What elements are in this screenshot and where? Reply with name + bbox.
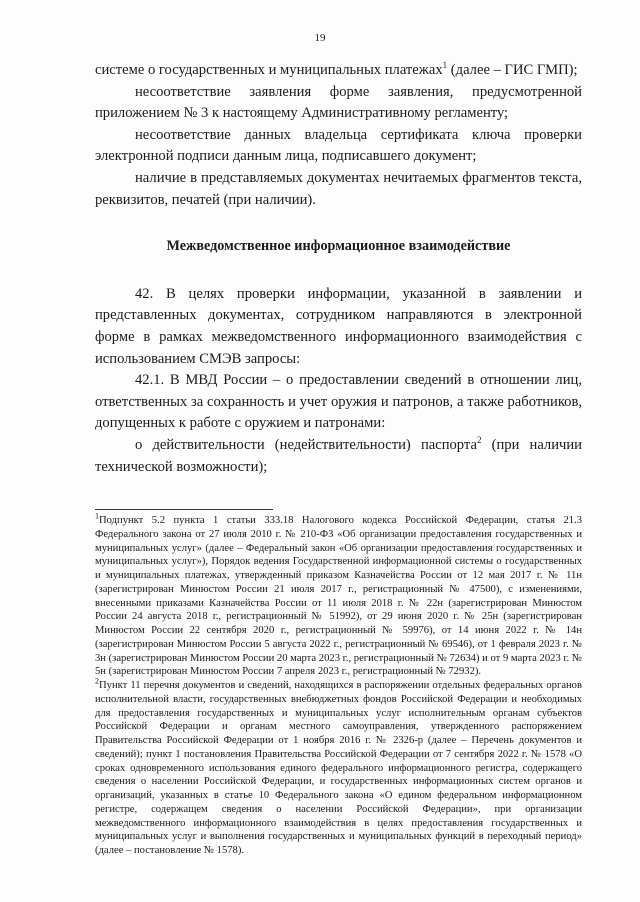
paragraph-text: (далее – ГИС ГМП); <box>447 62 578 78</box>
section-heading: Межведомственное информационное взаимодействие <box>166 238 511 255</box>
footnote-reference-1[interactable]: 1 <box>442 60 448 71</box>
paragraph-passport-validity <box>95 435 582 478</box>
footnotes <box>95 511 582 858</box>
footnote-separator <box>95 509 273 510</box>
paragraph-text: (при наличии технической возможности); <box>95 436 582 475</box>
footnote-1 <box>95 511 582 679</box>
footnote-reference-2[interactable]: 2 <box>476 435 482 446</box>
paragraph-signature-mismatch: несоответствие данных владельца сертификата ключа проверки электронной подписи данным лица, подписавшего документ; <box>95 126 582 165</box>
page-number: 19 <box>314 32 326 44</box>
paragraph-42-1: 42.1. В МВД России – о предоставлении сведений в отношении лиц, ответственных за сохранность и учет оружия и патронов, а также работников, допущенных к работе с оружием и патронами: <box>95 372 582 432</box>
footnote-2 <box>95 676 582 858</box>
main-text <box>95 60 582 478</box>
paragraph-unreadable-fragments: наличие в представляемых документах нечитаемых фрагментов текста, реквизитов, печатей (при наличии). <box>95 169 582 208</box>
paragraph-gis-gmp <box>95 60 582 82</box>
footnote-marker: 2 <box>95 676 99 686</box>
paragraph-text: системе о государственных и муниципальных платежах <box>95 62 443 78</box>
paragraph-text: о действительности (недействительности) паспорта <box>135 436 477 453</box>
footnote-text: Пункт 11 перечня документов и сведений, находящихся в распоряжении отдельных федеральных органов исполнительной власти, государственных внебюджетных фондов Российской Федерации и необходимых для предоставления государственных и муниципальных услуг исполнительным органам субъектов Российской Федерации и органам местного самоуправления, утвержденного распоряжением Правительства Российской Федерации от 1 ноября 2016 г. № 2326-р (далее – Перечень документов и сведений); пункт 1 постановления Правительства Российской Федерации от 7 сентября 2022 г. № 1578 «О сроках одновременного использования единого федерального информационного регистра, содержащего сведения о населении Российской Федерации, и государственных информационных систем органов и организаций, указанных в статье 10 Федерального закона «О едином федеральном информационном регистре, содержащем сведения о населении Российской Федерации», при организации межведомственного информационного взаимодействия в целях предоставления государственных и муниципальных услуг и выполнения государственных и муниципальных функций в переходный период» (далее – постановление № 1578). <box>95 680 582 856</box>
paragraph-form-mismatch: несоответствие заявления форме заявления, предусмотренной приложением № 3 к настоящему Административному регламенту; <box>95 83 582 122</box>
paragraph-42: 42. В целях проверки информации, указанной в заявлении и представленных документах, сотрудником направляются в электронной форме в рамках межведомственного информационного взаимодействия с использованием СМЭВ запросы: <box>95 285 582 367</box>
footnote-text: Подпункт 5.2 пункта 1 статьи 333.18 Налогового кодекса Российской Федерации, статья 21.3 Федерального закона от 27 июля 2010 г. № 210-ФЗ «Об организации предоставления государственных и муниципальных услуг» (далее – Федеральный закон «Об организации предоставления государственных и муниципальных услуг»), Порядок ведения Государственной информационной системы о государственных и муниципальных платежах, утвержденный приказом Казначейства России от 12 мая 2017 г. № 11н (зарегистрирован Минюстом России 21 июля 2017 г., регистрационный № 47500), с изменениями, внесенными приказами Казначейства России от 11 июля 2018 г. № 22н (зарегистрирован Минюстом России 24 августа 2018 г., регистрационный № 51992), от 29 июня 2020 г. № 25н (зарегистрирован Минюстом России 22 сентября 2020 г., регистрационный № 59976), от 14 июня 2022 г. № 14н (зарегистрирован Минюстом России 5 августа 2022 г., регистрационный № 69546), от 1 февраля 2023 г. № 3н (зарегистрирован Минюстом России 20 марта 2023 г., регистрационный № 72634) и от 9 марта 2023 г. № 5н (зарегистрирован Минюстом России 7 апреля 2023 г., регистрационный № 72932). <box>95 515 582 678</box>
footnote-marker: 1 <box>95 511 99 521</box>
